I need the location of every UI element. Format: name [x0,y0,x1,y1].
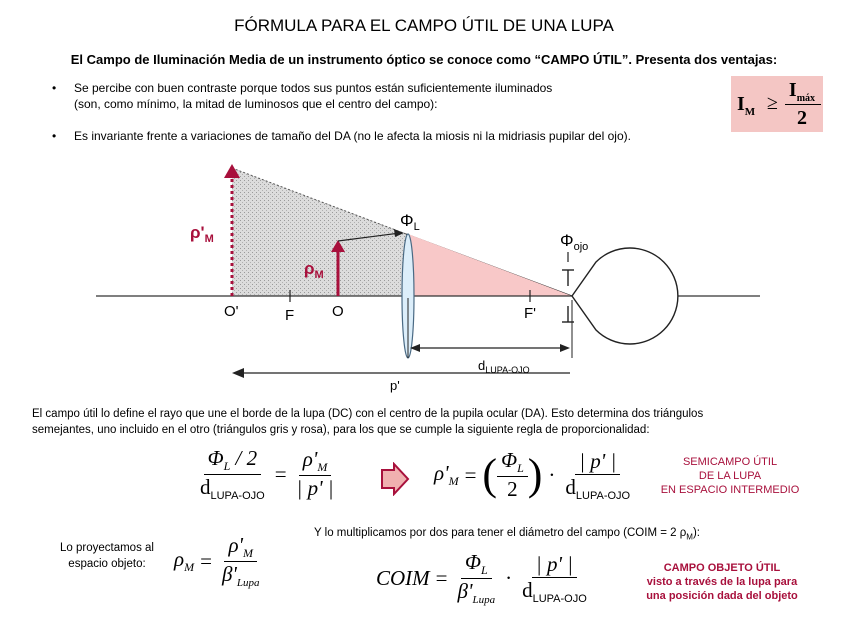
optics-diagram [0,150,848,400]
formula-bar [785,104,821,105]
eq4-left-fraction: $\frac{\Phi_L}{\beta'_{Lupa}}$ [457,550,496,607]
bullet-1-line-1: Se percibe con buen contraste porque todos sus puntos están suficientemente iluminados [74,81,553,95]
d-arrowhead-right [560,344,570,352]
formula-lhs: $I_M$ [737,93,756,118]
coim-equation [376,550,591,606]
project-label: Lo proyectamos al espacio objeto: [60,542,154,570]
multiply-text: Y lo multiplicamos por dos para tener el diámetro del campo (COIM = 2 $\rho_M$): [314,527,700,542]
bullet-1-line-2: (son, como mínimo, la mitad de luminosos que el centro del campo): [74,97,438,111]
page-title: FÓRMULA PARA EL CAMPO ÚTIL DE UNA LUPA [234,16,614,35]
eq2-dot: · [548,462,556,487]
eq3-equals: = [200,548,212,573]
eq2-paren-right: ) [527,450,543,500]
explanation-paragraph [32,406,703,438]
label-p-prime: p' [390,378,400,393]
illumination-formula-box [731,76,823,132]
campo-objeto-note: CAMPO OBJETO ÚTIL visto a través de la lupa para una posición dada del objeto [646,562,798,602]
label-F: F [285,307,295,324]
paragraph-line-2: semejantes, uno incluido en el otro (triángulos gris y rosa), para los que se cumple la siguiente regla de proporcionalidad: [32,424,650,436]
label-O-prime: O' [224,303,239,320]
eq2-lhs: $\rho'_M$ [434,461,459,489]
eq2-inner-fraction: $\frac{\Phi_L}{2}$ [497,448,528,502]
formula-den: 2 [797,107,807,129]
eq1-equals: = [274,461,287,486]
eq3-fraction: $\frac{\rho'_M}{\beta'_{Lupa}}$ [221,533,260,590]
eq2-equals: = [464,462,477,487]
eq4-dot: · [505,565,513,590]
label-phi-ojo: $\Phi_{ojo}$ [560,231,589,253]
eq2-right-fraction: $\frac{| p' |}{d_{LUPA-OJO}}$ [565,448,631,502]
bullet-2 [52,128,631,144]
label-F-prime: F' [524,305,537,322]
eq3-lhs: $\rho_M$ [174,547,195,575]
intro-text: El Campo de Iluminación Media de un instrumento óptico se conoce como “CAMPO ÚTIL”. Presenta dos ventajas: [70,52,778,67]
eq1-right-fraction: $\frac{\rho'_M}{| p' |}$ [296,447,334,501]
semicampo-note: SEMICAMPO ÚTIL DE LA LUPA EN ESPACIO INTERMEDIO [660,456,800,496]
bullet-1 [52,80,552,112]
label-phi-l: $\Phi_L$ [400,211,420,233]
pink-triangle [408,234,572,296]
eq4-lhs: COIM [376,565,430,590]
paragraph-line-1: El campo útil lo define el rayo que une el borde de la lupa (DC) con el centro de la pupila ocular (DA). Esto determina dos triángulos [32,408,704,420]
implies-arrow-icon [380,462,410,496]
label-O: O [332,303,344,320]
semicampo-equation [434,448,634,502]
eq4-right-fraction: $\frac{| p' |}{d_{LUPA-OJO}}$ [522,551,587,605]
formula-geq: ≥ [767,92,778,114]
bullet-2-text: Es invariante frente a variaciones de tamaño del DA (no le afecta la miosis ni la midriasis pupilar del ojo). [74,129,631,143]
eq2-paren-left: ( [482,450,498,500]
label-d-lupa-ojo: $d_{LUPA-OJO}$ [478,358,530,375]
eq1-left-fraction: $\frac{\Phi_L / 2}{d_{LUPA-OJO}}$ [200,446,265,503]
eye-icon [572,248,678,344]
label-rho-m-prime: $\rho'_M$ [190,223,214,245]
eq4-equals: = [435,565,448,590]
proportion-equation [196,446,338,502]
p-prime-arrowhead [232,368,244,378]
object-space-equation [174,533,264,589]
label-rho-m: $\rho_M$ [304,259,324,281]
formula-num: $I_{máx}$ [788,79,816,104]
bullet-dot: • [52,129,57,143]
bullet-dot: • [52,81,57,95]
